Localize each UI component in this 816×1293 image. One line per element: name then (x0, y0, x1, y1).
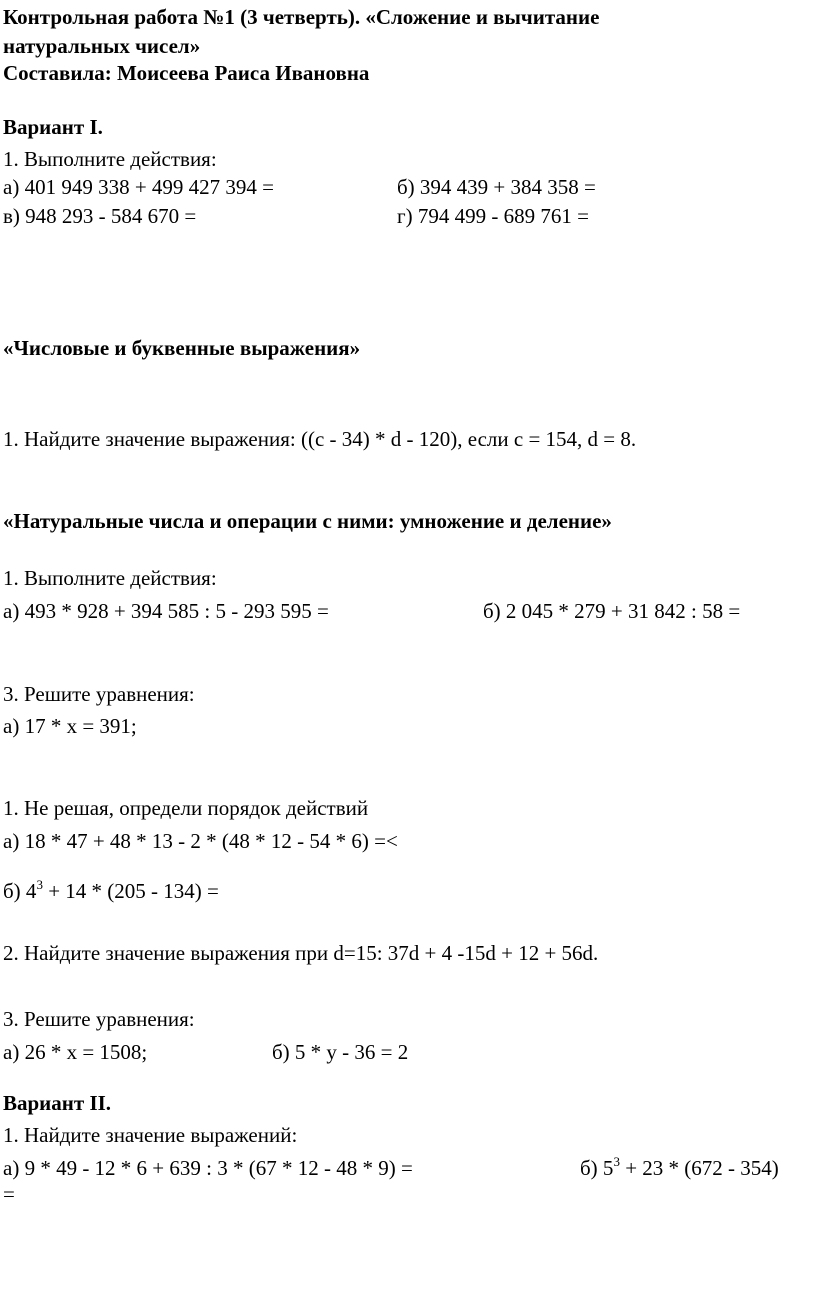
variant2-heading: Вариант II. (3, 1091, 112, 1115)
variant1-task1-v: в) 948 293 - 584 670 = (3, 204, 197, 228)
variant2-task1-b-prefix: б) 5 (580, 1156, 614, 1180)
variant2-task1-row (3, 1154, 779, 1181)
section-natural-task3-a: а) 17 * x = 391; (3, 714, 137, 738)
section-expressions-heading: «Числовые и буквенные выражения» (3, 336, 361, 360)
section-order-task1-b-suffix: + 14 * (205 - 134) = (42, 879, 219, 903)
section-order-task2: 2. Найдите значение выражения при d=15: 37d + 4 -15d + 12 + 56d. (3, 941, 599, 965)
document-author: Составила: Моисеева Раиса Ивановна (3, 61, 370, 85)
variant2-task1-b-wrap: = (3, 1182, 15, 1206)
variant2-task1-b-suffix: + 23 * (672 - 354) (619, 1156, 779, 1180)
section-natural-task3-prompt: 3. Решите уравнения: (3, 682, 195, 706)
section-order-task1-b-exponent: 3 (36, 877, 43, 892)
variant1-heading: Вариант I. (3, 115, 103, 139)
variant1-task1-prompt: 1. Выполните действия: (3, 147, 217, 171)
section-natural-task1-b: б) 2 045 * 279 + 31 842 : 58 = (483, 599, 741, 623)
section-expressions-task1: 1. Найдите значение выражения: ((c - 34) * d - 120), если c = 154, d = 8. (3, 427, 637, 451)
variant1-task1-a: а) 401 949 338 + 499 427 394 = (3, 175, 275, 199)
variant2-task1-prompt: 1. Найдите значение выражений: (3, 1123, 298, 1147)
variant1-task1-row1 (3, 174, 596, 200)
variant2-task1-a: а) 9 * 49 - 12 * 6 + 639 : 3 * (67 * 12 - 48 * 9) = (3, 1156, 413, 1180)
section-natural-task1-row (3, 598, 741, 624)
section-order-task1-a: а) 18 * 47 + 48 * 13 - 2 * (48 * 12 - 54 * 6) =< (3, 829, 398, 853)
document-title-line2: натуральных чисел» (3, 34, 201, 58)
section-natural-heading: «Натуральные числа и операции с ними: умножение и деление» (3, 509, 612, 533)
section-order-task3-prompt: 3. Решите уравнения: (3, 1007, 195, 1031)
section-order-task3-row (3, 1039, 409, 1065)
section-order-task1-prompt: 1. Не решая, определи порядок действий (3, 796, 369, 820)
variant2-task1-b-exponent: 3 (613, 1154, 620, 1169)
variant2-task1-b (580, 1155, 779, 1181)
section-natural-task1-a: а) 493 * 928 + 394 585 : 5 - 293 595 = (3, 599, 329, 623)
section-natural-task1-prompt: 1. Выполните действия: (3, 566, 217, 590)
document-title-line1: Контрольная работа №1 (3 четверть). «Сложение и вычитание (3, 5, 600, 29)
variant1-task1-row2 (3, 203, 589, 229)
section-order-task1-b (3, 878, 219, 904)
section-order-task1-b-prefix: б) 4 (3, 879, 37, 903)
variant1-task1-g: г) 794 499 - 689 761 = (397, 204, 589, 228)
variant1-task1-b: б) 394 439 + 384 358 = (397, 175, 596, 199)
section-order-task3-b: б) 5 * y - 36 = 2 (272, 1040, 409, 1064)
section-order-task3-a: а) 26 * x = 1508; (3, 1040, 148, 1064)
